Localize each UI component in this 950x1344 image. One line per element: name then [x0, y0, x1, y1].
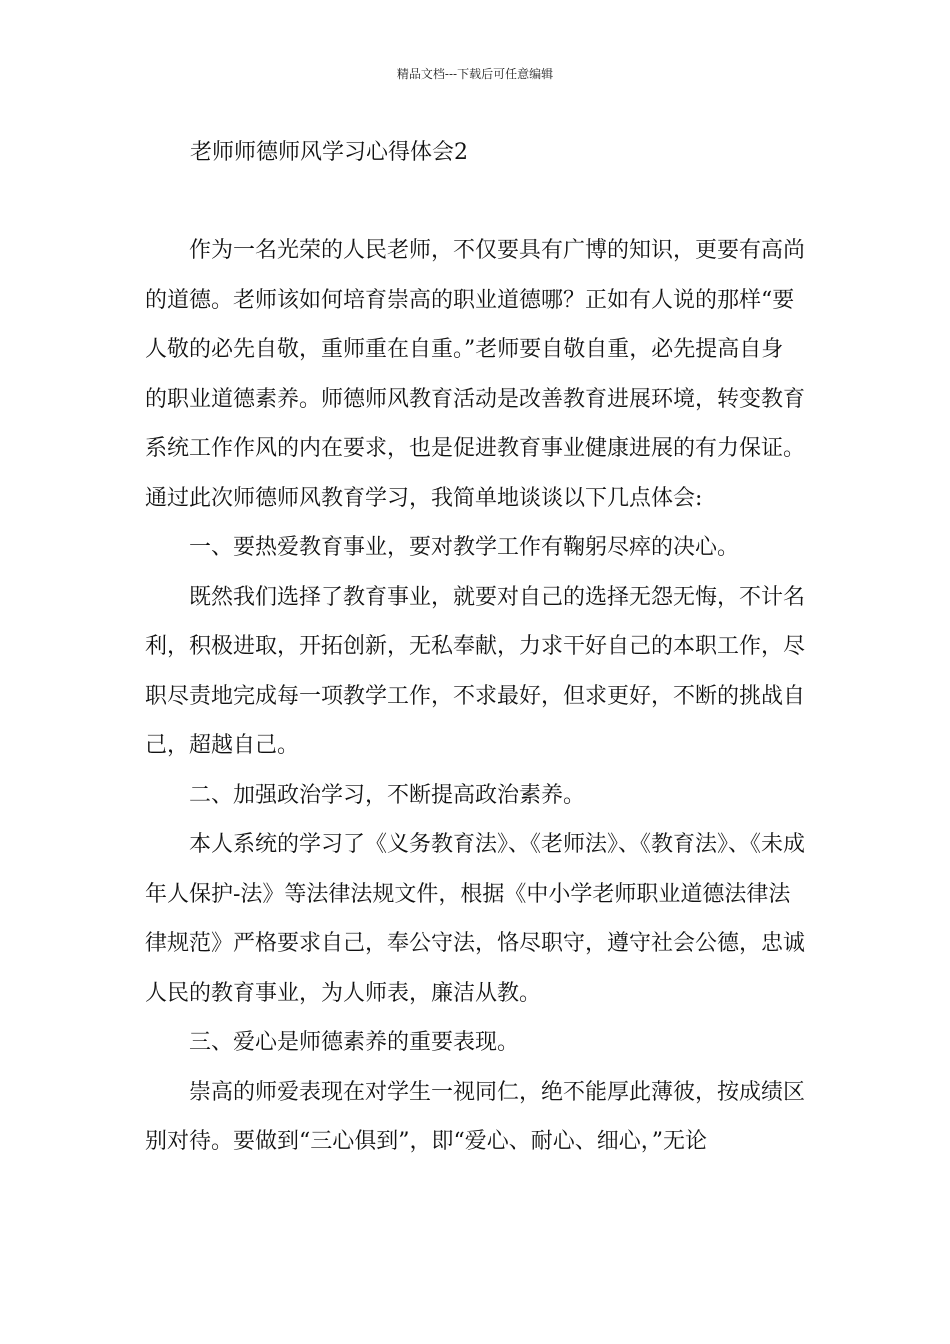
section-heading: 一、要热爱教育事业，要对教学工作有鞠躬尽瘁的决心。 [189, 535, 740, 560]
page-header: 精品文档---下载后可任意编辑 [396, 67, 554, 81]
paragraph: 既然我们选择了教育事业，就要对自己的选择无怨无悔，不计名利，积极进取，开拓创新，无私奉献，力求干好自己的本职工作，尽职尽责地完成每一项教学工作，不求最好，但求更好，不断的挑战自己，超越自己。 [145, 584, 806, 758]
section-heading: 三、爱心是师德素养的重要表现。 [189, 1030, 520, 1055]
section-heading: 二、加强政治学习，不断提高政治素养。 [189, 782, 586, 808]
paragraph: 崇高的师爱表现在对学生一视同仁，绝不能厚此薄彼，按成绩区别对待。要做到“三心俱到”，即“爱心、耐心、细心，”无论 [145, 1079, 806, 1154]
paragraph: 作为一名光荣的人民老师，不仅要具有广博的知识，更要有高尚的道德。老师该如何培育崇高的职业道德哪？正如有人说的那样“要人敬的必先自敬，重师重在自重。”老师要自敬自重，必先提高自身的职业道德素养。师德师风教育活动是改善教育进展环境，转变教育系统工作作风的内在要求，也是促进教育事业健康进展的有力保证。通过此次师德师风教育学习，我简单地谈谈以下几点体会: [145, 238, 806, 511]
document-title: 老师师德师风学习心得体会2 [190, 140, 468, 165]
document-body [145, 226, 805, 1167]
paragraph: 本人系统的学习了《义务教育法》、《老师法》、《教育法》、《未成年人保护-法》等法律法规文件，根据《中小学老师职业道德法律法律规范》严格要求自己，奉公守法，恪尽职守，遵守社会公德，忠诚人民的教育事业，为人师表，廉洁从教。 [145, 832, 806, 1006]
